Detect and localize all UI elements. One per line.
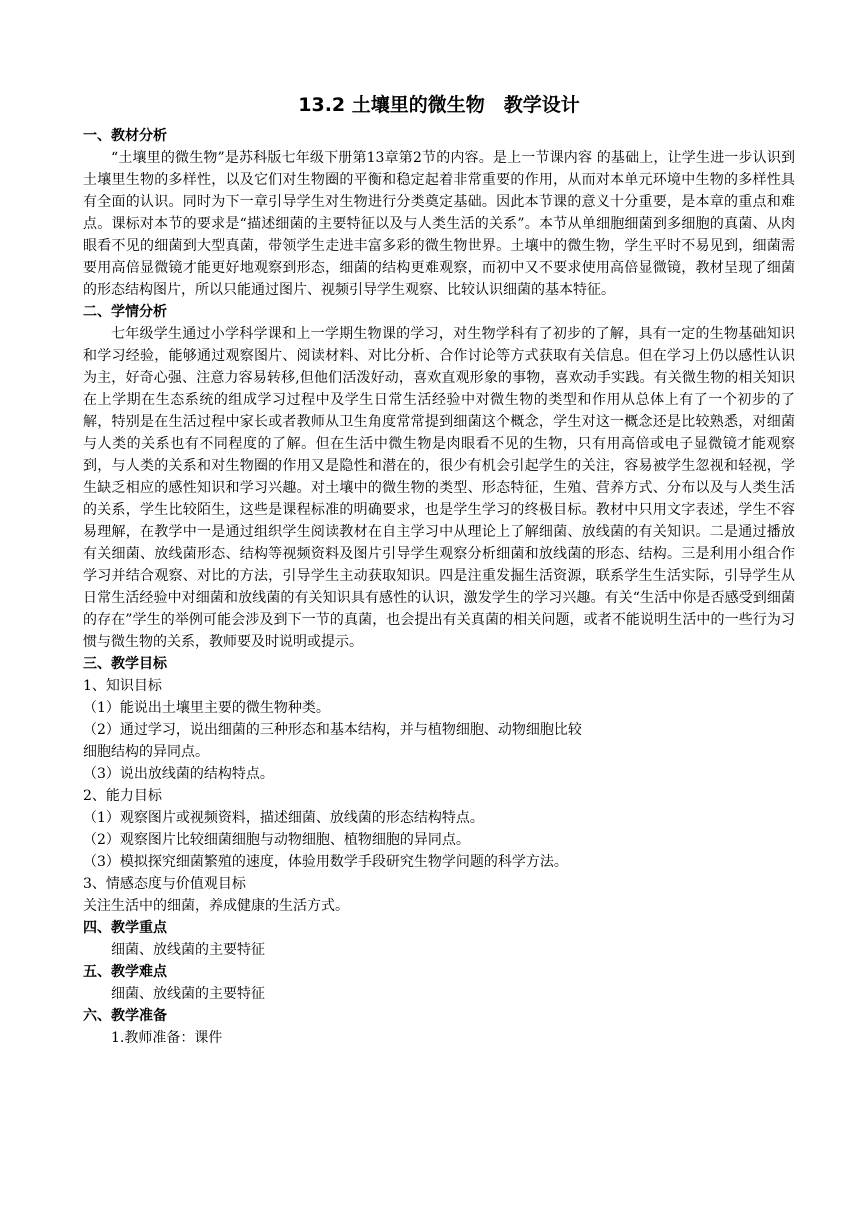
goal-line: （1）能说出土壤里主要的微生物种类。: [83, 700, 330, 716]
section-heading-difficulties: 五、教学难点: [83, 964, 167, 980]
document-title: 13.2 土壤里的微生物 教学设计: [298, 94, 580, 116]
goal-line: （2）通过学习，说出细菌的三种形态和基本结构，并与植物细胞、动物细胞比较: [83, 722, 582, 738]
goal-line: 3、情感态度与价值观目标: [83, 876, 246, 892]
goal-line: 细胞结构的异同点。: [83, 744, 209, 760]
goal-line: 关注生活中的细菌，养成健康的生活方式。: [83, 898, 349, 914]
goal-line: （3）说出放线菌的结构特点。: [83, 766, 274, 782]
section-heading-preparation: 六、教学准备: [83, 1008, 167, 1024]
textbook-analysis-paragraph: “土壤里的微生物”是苏科版七年级下册第13章第2节的内容。是上一节课内容 的基础上，让学生进一步认识到土壤里生物的多样性，以及它们对生物圈的平衡和稳定起着非常重要的作用，从而对本单元环境中生物的多样性具有全面的认识。同时为下一章引导学生对生物进行分类奠定基础。因此本节课的意义十分重要，是本章的重点和难点。课标对本节的要求是“描述细菌的主要特征以及与人类生活的关系”。本节从单细胞细菌到多细胞的真菌、从肉眼看不见的细菌到大型真菌，带领学生走进丰富多彩的微生物世界。土壤中的微生物，学生平时不易见到，细菌需要用高倍显微镜才能更好地观察到形态，细菌的结构更难观察，而初中又不要求使用高倍显微镜，教材呈现了细菌的形态结构图片，所以只能通过图片、视频引导学生观察、比较认识细菌的基本特征。: [83, 150, 795, 298]
section-heading-textbook-analysis: 一、教材分析: [83, 128, 167, 144]
student-analysis-paragraph: 七年级学生通过小学科学课和上一学期生物课的学习，对生物学科有了初步的了解，具有一定的生物基础知识和学习经验，能够通过观察图片、阅读材料、对比分析、合作讨论等方式获取有关信息。但在学习上仍以感性认识为主，好奇心强、注意力容易转移,但他们活泼好动，喜欢直观形象的事物，喜欢动手实践。有关微生物的相关知识在上学期在生态系统的组成学习过程中及学生日常生活经验中对微生物的类型和作用从总体上有了一个初步的了解，特别是在生活过程中家长或者教师从卫生角度常常提到细菌这个概念，学生对这一概念还是比较熟悉，对细菌与人类的关系也有不同程度的了解。但在生活中微生物是肉眼看不见的生物，只有用高倍或电子显微镜才能观察到，与人类的关系和对生物圈的作用又是隐性和潜在的，很少有机会引起学生的关注，容易被学生忽视和轻视，学生缺乏相应的感性知识和学习兴趣。对土壤中的微生物的类型、形态特征，生殖、营养方式、分布以及与人类生活的关系，学生比较陌生，这些是课程标准的明确要求，也是学生学习的终极目标。教材中只用文字表述，学生不容易理解，在教学中一是通过组织学生阅读教材在自主学习中从理论上了解细菌、放线菌的有关知识。二是通过播放有关细菌、放线菌形态、结构等视频资料及图片引导学生观察分析细菌和放线菌的形态、结构。三是利用小组合作学习并结合观察、对比的方法，引导学生主动获取知识。四是注重发掘生活资源，联系学生生活实际，引导学生从日常生活经验中对细菌和放线菌的有关知识具有感性的认识，激发学生的学习兴趣。有关“生活中你是否感受到细菌的存在”学生的举例可能会涉及到下一节的真菌，也会提出有关真菌的相关问题，或者不能说明生活中的一些行为习惯与微生物的关系，教师要及时说明或提示。: [83, 326, 795, 650]
preparation-text: 1.教师准备：课件: [111, 1030, 223, 1046]
goal-line: （3）模拟探究细菌繁殖的速度，体验用数学手段研究生物学问题的科学方法。: [83, 854, 568, 870]
key-points-text: 细菌、放线菌的主要特征: [111, 942, 265, 958]
document-page: [83, 92, 795, 1049]
section-heading-teaching-goals: 三、教学目标: [83, 656, 167, 672]
goal-line: （1）观察图片或视频资料，描述细菌、放线菌的形态结构特点。: [83, 810, 484, 826]
section-heading-key-points: 四、教学重点: [83, 920, 167, 936]
goal-line: （2）观察图片比较细菌细胞与动物细胞、植物细胞的异同点。: [83, 832, 470, 848]
goal-line: 1、知识目标: [83, 678, 162, 694]
difficulties-text: 细菌、放线菌的主要特征: [111, 986, 265, 1002]
section-heading-student-analysis: 二、学情分析: [83, 304, 167, 320]
goal-line: 2、能力目标: [83, 788, 162, 804]
